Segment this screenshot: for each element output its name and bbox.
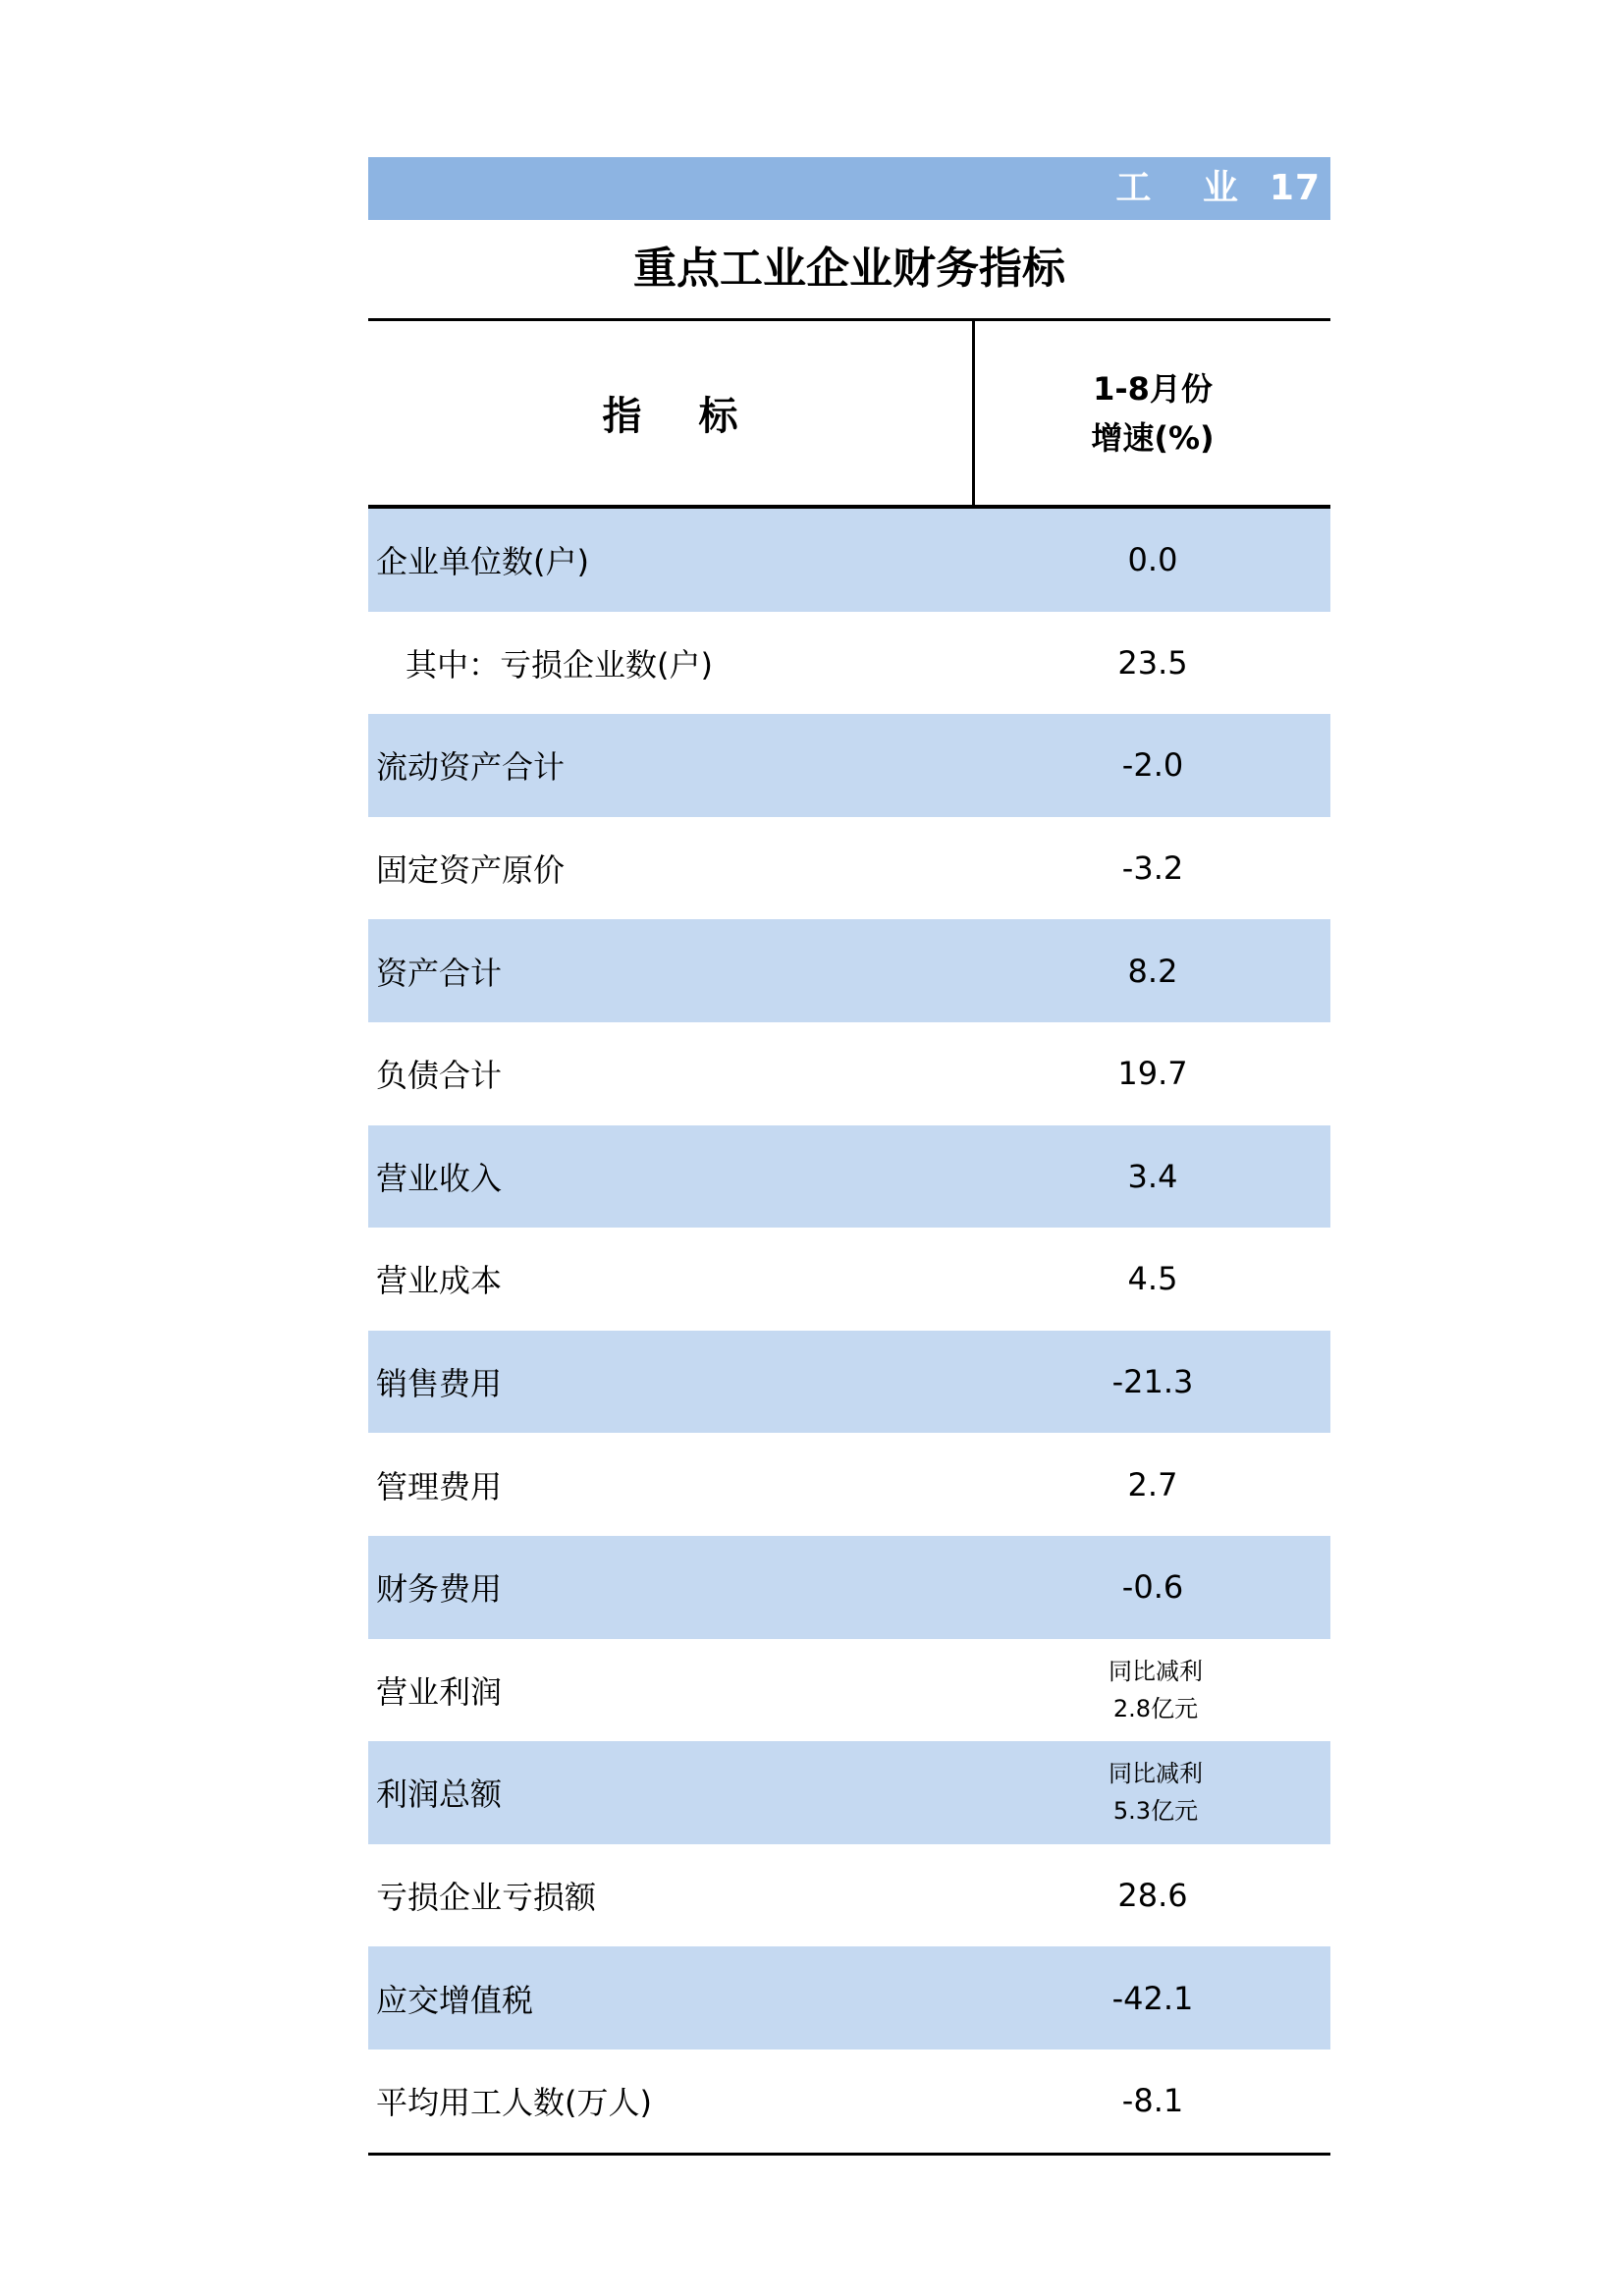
row-value: -0.6 xyxy=(1121,1568,1184,1607)
section-label xyxy=(1115,157,1321,220)
row-label: 销售费用 xyxy=(376,1365,503,1403)
row-label: 营业利润 xyxy=(376,1672,503,1711)
table-row xyxy=(368,1946,1330,2050)
row-label: 资产合计 xyxy=(376,954,503,992)
row-value-line2: 2.8亿元 xyxy=(1112,1694,1199,1722)
row-label: 平均用工人数(万人) xyxy=(376,2084,652,2122)
indicator-column-header: 指 标 xyxy=(368,321,975,505)
row-value: 4.5 xyxy=(1127,1260,1178,1298)
table-row xyxy=(368,2050,1330,2153)
row-value: 23.5 xyxy=(1117,643,1188,682)
row-value: 2.7 xyxy=(1127,1465,1178,1503)
row-label: 亏损企业亏损额 xyxy=(376,1879,597,1917)
row-value: -8.1 xyxy=(1121,2082,1184,2120)
row-label: 负债合计 xyxy=(376,1057,503,1095)
table-row xyxy=(368,1125,1330,1229)
table-row xyxy=(368,1536,1330,1639)
row-value: -21.3 xyxy=(1111,1363,1194,1401)
row-label: 其中：亏损企业数(户) xyxy=(406,645,713,683)
table-row xyxy=(368,612,1330,715)
row-label: 营业成本 xyxy=(376,1262,503,1300)
table-row xyxy=(368,1228,1330,1331)
row-label: 应交增值税 xyxy=(376,1981,534,2019)
table-row xyxy=(368,714,1330,817)
row-value xyxy=(975,1755,1330,1830)
row-label: 企业单位数(户) xyxy=(376,543,589,581)
row-value: 0.0 xyxy=(1127,541,1178,579)
table-row xyxy=(368,1433,1330,1536)
row-label: 流动资产合计 xyxy=(376,748,566,787)
row-value: 3.4 xyxy=(1127,1157,1178,1195)
table-row xyxy=(368,1639,1330,1742)
table-row xyxy=(368,509,1330,612)
growth-label: 增速(%) xyxy=(1091,418,1215,457)
table-row xyxy=(368,1022,1330,1125)
row-value: -2.0 xyxy=(1121,746,1184,785)
row-value: -3.2 xyxy=(1121,849,1184,888)
growth-column-header xyxy=(975,321,1330,505)
row-value: 8.2 xyxy=(1127,952,1178,990)
table-row xyxy=(368,1331,1330,1434)
row-label: 财务费用 xyxy=(376,1570,503,1609)
table-body xyxy=(368,509,1330,2156)
row-label: 固定资产原价 xyxy=(376,851,566,890)
period-label: 1-8月份 xyxy=(1093,369,1213,408)
row-value-line1: 同比减利 xyxy=(1109,1657,1203,1685)
table-column-header xyxy=(368,321,1330,509)
section-name: 工 业 xyxy=(1115,168,1258,208)
table-row xyxy=(368,1844,1330,1947)
table-row xyxy=(368,1741,1330,1844)
row-value: -42.1 xyxy=(1111,1979,1194,2017)
page-number: 17 xyxy=(1269,168,1321,208)
table-row xyxy=(368,919,1330,1022)
row-value xyxy=(975,1653,1330,1727)
row-value-line2: 5.3亿元 xyxy=(1112,1797,1199,1826)
section-header-band xyxy=(368,157,1330,220)
row-label: 营业收入 xyxy=(376,1159,503,1197)
statistics-page xyxy=(368,157,1330,2156)
row-value-line1: 同比减利 xyxy=(1109,1760,1203,1788)
row-value: 19.7 xyxy=(1117,1055,1188,1093)
table-row xyxy=(368,817,1330,920)
row-value: 28.6 xyxy=(1117,1877,1188,1915)
row-label: 管理费用 xyxy=(376,1467,503,1505)
row-label: 利润总额 xyxy=(376,1776,503,1814)
table-title: 重点工业企业财务指标 xyxy=(368,220,1330,321)
